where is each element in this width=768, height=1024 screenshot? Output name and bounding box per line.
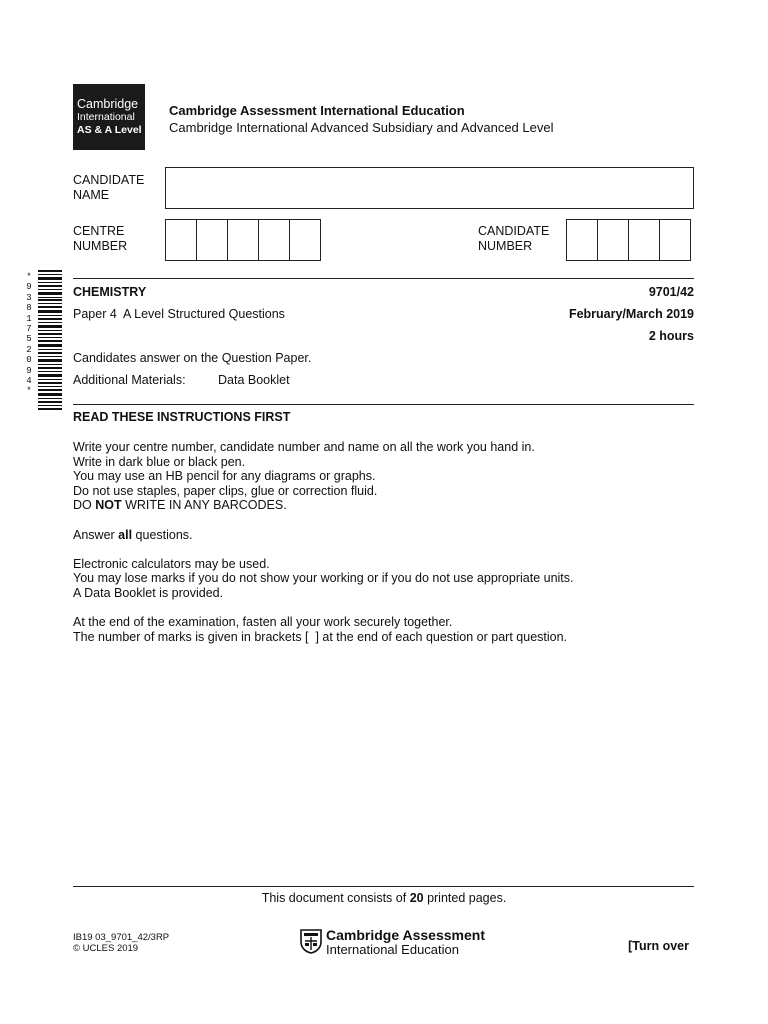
instruction-line: The number of marks is given in brackets [ ] at the end of each question or part question. [73, 629, 568, 644]
instruction-text: WRITE IN ANY BARCODES. [121, 498, 287, 513]
barcode-digits [23, 272, 35, 397]
centre-number-cell[interactable] [289, 219, 321, 261]
additional-materials-label: Additional Materials: [73, 373, 186, 387]
logo-line-2: International [77, 111, 135, 123]
answer-on-text: Candidates answer on the Question Paper. [73, 351, 312, 365]
instructions-body [73, 440, 694, 644]
instruction-line: Do not use staples, paper clips, glue or correction fluid. [73, 483, 378, 498]
candidate-name-label-line1: CANDIDATE [73, 173, 145, 187]
page-count-text: This document consists of [261, 891, 410, 905]
candidate-number-cell[interactable] [597, 219, 629, 261]
instruction-line: A Data Booklet is provided. [73, 585, 224, 600]
crest-icon [300, 929, 322, 954]
additional-materials-value: Data Booklet [218, 373, 290, 387]
candidate-number-label [478, 224, 549, 254]
page-count-text: printed pages. [423, 891, 507, 905]
copyright: © UCLES 2019 [73, 943, 139, 954]
candidate-number-label-line1: CANDIDATE [478, 224, 550, 238]
instruction-text: Answer [73, 527, 119, 542]
logo-line-1: Cambridge [77, 97, 139, 111]
barcode-digit: 3 [26, 292, 32, 303]
divider [73, 278, 694, 279]
reference-code: IB19 03_9701_42/3RP [73, 932, 170, 943]
instruction-emphasis: NOT [95, 498, 122, 513]
candidate-name-label [73, 173, 144, 203]
org-subtitle: Cambridge International Advanced Subsidiary and Advanced Level [169, 120, 554, 135]
paper-code: 9701/42 [648, 285, 694, 299]
candidate-name-label-line2: NAME [73, 188, 110, 202]
instruction-line [73, 498, 694, 513]
centre-number-label-line2: NUMBER [73, 239, 128, 253]
instruction-line: At the end of the examination, fasten all your work securely together. [73, 615, 453, 630]
instructions-heading: READ THESE INSTRUCTIONS FIRST [73, 410, 291, 424]
session: February/March 2019 [568, 307, 694, 321]
barcode-digit: 1 [26, 313, 32, 324]
barcode-digit: * [26, 272, 32, 282]
org-title: Cambridge Assessment International Education [169, 103, 465, 118]
candidate-number-label-line2: NUMBER [478, 239, 533, 253]
barcode-digit: 2 [26, 344, 32, 355]
candidate-number-cell[interactable] [659, 219, 691, 261]
instruction-text: DO [73, 498, 96, 513]
centre-number-label-line1: CENTRE [73, 224, 125, 238]
barcode-digit: 8 [26, 303, 32, 314]
barcode-digit: * [26, 386, 32, 397]
page-count [0, 891, 768, 905]
centre-number-label [73, 224, 127, 254]
duration: 2 hours [648, 329, 694, 343]
instruction-text: questions. [132, 527, 193, 542]
instruction-line: Write your centre number, candidate number and name on all the work you hand in. [73, 440, 535, 454]
instruction-line: Electronic calculators may be used. [73, 556, 270, 571]
centre-number-cell[interactable] [227, 219, 259, 261]
divider [73, 404, 694, 405]
instruction-line [73, 528, 694, 543]
instruction-line: You may use an HB pencil for any diagrams or graphs. [73, 469, 376, 484]
barcode [38, 270, 62, 410]
centre-number-cell[interactable] [258, 219, 290, 261]
page-count-number: 20 [409, 891, 424, 905]
candidate-number-cell[interactable] [628, 219, 660, 261]
centre-number-cell[interactable] [165, 219, 197, 261]
ca-name-line1: Cambridge Assessment [326, 927, 485, 943]
subject-title: CHEMISTRY [73, 285, 147, 299]
barcode-digit: 9 [26, 365, 32, 376]
barcode-digit: 5 [26, 334, 32, 345]
logo-line-3: AS & A Level [77, 124, 142, 136]
paper-title: Paper 4 A Level Structured Questions [73, 307, 285, 321]
candidate-number-cell[interactable] [566, 219, 598, 261]
ca-name-line2: International Education [326, 942, 459, 957]
barcode-digit: 0 [26, 355, 32, 366]
instruction-emphasis: all [118, 527, 133, 542]
cambridge-logo [73, 84, 145, 150]
centre-number-field[interactable] [165, 219, 321, 261]
candidate-number-field[interactable] [566, 219, 691, 261]
centre-number-cell[interactable] [196, 219, 228, 261]
instruction-line: You may lose marks if you do not show your working or if you do not use appropriate units. [73, 571, 574, 586]
divider [73, 886, 694, 887]
barcode-digit: 9 [26, 282, 32, 293]
instruction-line: Write in dark blue or black pen. [73, 454, 246, 469]
barcode-digit: 4 [26, 376, 32, 387]
barcode-digit: 7 [26, 324, 32, 335]
candidate-name-field[interactable] [165, 167, 694, 209]
turn-over: [Turn over [628, 939, 689, 953]
document-reference [73, 932, 169, 954]
